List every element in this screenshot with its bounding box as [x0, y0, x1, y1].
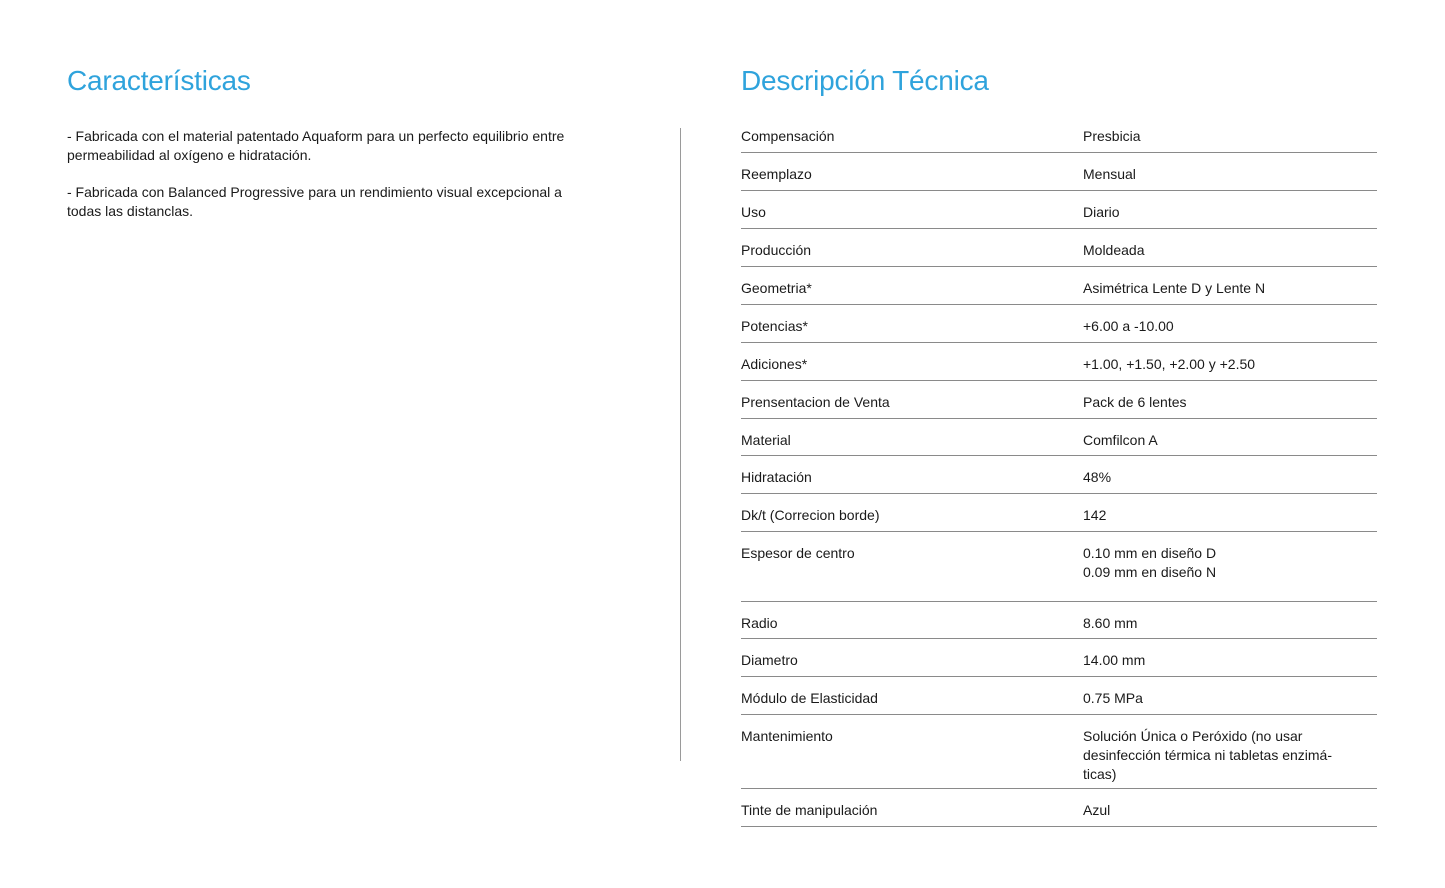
spec-label: Producción: [741, 242, 812, 258]
spec-label: Diametro: [741, 652, 798, 668]
spec-row: [741, 651, 1377, 677]
feature-paragraph: - Fabricada con el material patentado Aquaform para un perfecto equilibrio entre permeabilidad al oxígeno e hidratación.: [67, 128, 565, 163]
spec-label: Módulo de Elasticidad: [741, 690, 878, 706]
spec-table: [741, 127, 1377, 827]
spec-value: Asimétrica Lente D y Lente N: [1083, 280, 1266, 296]
spec-value: Presbicia: [1083, 128, 1141, 144]
features-heading: Características: [67, 65, 251, 96]
spec-row: [741, 801, 1377, 827]
spec-label: Reemplazo: [741, 166, 812, 182]
spec-row: [741, 165, 1377, 191]
spec-label: Prensentacion de Venta: [741, 394, 890, 410]
spec-label: Adiciones*: [741, 356, 808, 372]
spec-value: 142: [1083, 507, 1107, 523]
spec-value: Diario: [1083, 204, 1120, 220]
spec-row: [741, 241, 1377, 267]
spec-label: Potencias*: [741, 318, 808, 334]
spec-row: [741, 355, 1377, 381]
spec-value: 14.00 mm: [1083, 652, 1146, 668]
spec-row: [741, 393, 1377, 419]
spec-label: Compensación: [741, 128, 835, 144]
spec-row: [741, 506, 1377, 532]
spec-value: Mensual: [1083, 166, 1136, 182]
spec-row: [741, 727, 1377, 789]
spec-row: [741, 468, 1377, 494]
spec-label: Dk/t (Correcion borde): [741, 507, 880, 523]
spec-row: [741, 203, 1377, 229]
spec-label: Mantenimiento: [741, 728, 833, 744]
feature-paragraph: - Fabricada con Balanced Progressive para un rendimiento visual excepcional a todas las distanclas.: [67, 184, 562, 219]
spec-label: Radio: [741, 615, 778, 631]
spec-value: Moldeada: [1083, 242, 1145, 258]
spec-row: [741, 614, 1377, 639]
spec-value: Pack de 6 lentes: [1083, 394, 1187, 410]
spec-value: Solución Única o Peróxido (no usar desinfección térmica ni tabletas enzimá- ticas): [1083, 728, 1333, 782]
spec-row: [741, 689, 1377, 715]
spec-value: 0.75 MPa: [1083, 690, 1143, 706]
spec-value: 8.60 mm: [1083, 615, 1138, 631]
technical-description-heading: Descripción Técnica: [741, 65, 989, 96]
spec-row: [741, 127, 1377, 153]
features-text: [67, 127, 597, 239]
spec-value: 48%: [1083, 469, 1112, 485]
spec-value: Azul: [1083, 802, 1111, 818]
spec-row: [741, 317, 1377, 343]
spec-value: +6.00 a -10.00: [1083, 318, 1174, 334]
spec-label: Geometria*: [741, 280, 812, 296]
spec-label: Material: [741, 432, 791, 448]
spec-value: Comfilcon A: [1083, 432, 1158, 448]
spec-label: Espesor de centro: [741, 545, 855, 561]
spec-row: [741, 431, 1377, 456]
spec-row: [741, 544, 1377, 602]
spec-row: [741, 279, 1377, 305]
column-divider: [680, 128, 681, 761]
spec-value: +1.00, +1.50, +2.00 y +2.50: [1083, 356, 1256, 372]
spec-value: 0.10 mm en diseño D 0.09 mm en diseño N: [1083, 545, 1217, 580]
spec-label: Tinte de manipulación: [741, 802, 878, 818]
spec-label: Uso: [741, 204, 766, 220]
spec-label: Hidratación: [741, 469, 812, 485]
